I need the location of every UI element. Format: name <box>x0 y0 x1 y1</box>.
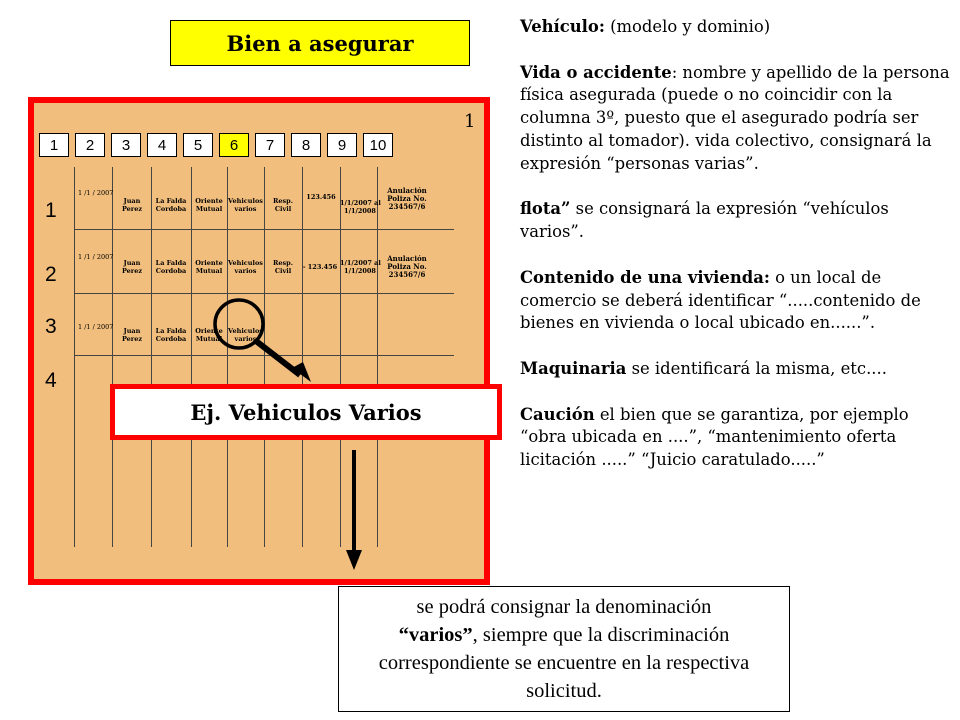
column-number: 3 <box>111 133 141 157</box>
paragraph-maquinaria <box>520 358 952 381</box>
column-number: 10 <box>363 133 393 157</box>
magnifier-icon <box>215 300 311 382</box>
note-text: se podrá consignar la denominación <box>416 596 712 618</box>
term-text: se identificará la misma, etc.... <box>626 358 887 378</box>
paragraph-vida <box>520 62 952 176</box>
cell-amount: 123.456 <box>306 193 336 201</box>
term-label: flota” <box>520 199 571 219</box>
cell-item: Vehiculos varios <box>228 259 263 275</box>
term-text: (modelo y dominio) <box>604 17 771 36</box>
term-text: : nombre y apellido de la persona física asegurada (puede o no coincidir con la columna 3º, puesto que el asegurado podría ser distinto al tomador). vida colectivo, consignará la expresión “personas varias”. <box>520 62 950 173</box>
cell-place: La Falda Cordoba <box>155 197 187 213</box>
row-number: 1 <box>45 199 57 222</box>
row-number: 4 <box>45 369 57 392</box>
cell-place: La Falda Cordoba <box>155 259 187 275</box>
term-label: Maquinaria <box>520 358 627 378</box>
row-number: 3 <box>45 315 57 338</box>
note-text: , siempre que la discriminación correspondiente se encuentre en la respectiva solicitud. <box>378 624 750 702</box>
row-number: 2 <box>45 263 57 286</box>
term-label: Caución <box>520 404 595 424</box>
column-number: 7 <box>255 133 285 157</box>
cell-company: Oriente Mutual <box>195 327 223 343</box>
cell-note: Anulación Poliza No. 234567/6 <box>387 254 427 279</box>
cell-name: Juan Perez <box>121 327 143 343</box>
term-label: Vida o accidente <box>520 62 672 82</box>
term-text: se consignará la expresión “vehículos varios”. <box>520 199 889 242</box>
column-number: 4 <box>147 133 177 157</box>
example-callout: Ej. Vehiculos Varios <box>110 384 502 440</box>
page-title: Bien a asegurar <box>170 20 470 66</box>
cell-amount: - 123.456 <box>302 263 338 271</box>
cell-date: 1 /1 / 2007 <box>78 189 114 197</box>
paragraph-flota <box>520 198 952 244</box>
paragraph-vehiculo <box>520 16 952 39</box>
cell-place: La Falda Cordoba <box>155 327 187 343</box>
instructions-panel <box>520 16 952 495</box>
page-number: 1 <box>464 111 476 132</box>
cell-date: 1 /1 / 2007 <box>78 323 114 331</box>
cell-name: Juan Perez <box>121 197 143 213</box>
column-number: 8 <box>291 133 321 157</box>
column-number: 2 <box>75 133 105 157</box>
arrow-down-icon <box>346 450 362 570</box>
paragraph-contenido <box>520 267 952 335</box>
cell-date: 1 /1 / 2007 <box>78 253 114 261</box>
cell-note: Anulación Poliza No. 234567/6 <box>387 186 427 211</box>
cell-coverage: Resp. Civil <box>272 197 293 213</box>
term-label: Vehículo: <box>520 17 605 36</box>
cell-coverage: Resp. Civil <box>272 259 293 275</box>
column-number-highlighted: 6 <box>219 133 249 157</box>
cell-item: Vehiculos varios <box>228 197 263 213</box>
term-label: Contenido de una vivienda: <box>520 267 770 287</box>
column-number: 5 <box>183 133 213 157</box>
term-text: el bien que se garantiza, por ejemplo “obra ubicada en ....”, “mantenimiento oferta licitación .....” “Juicio caratulado.....” <box>520 404 909 470</box>
paragraph-caucion <box>520 404 952 472</box>
column-number: 1 <box>39 133 69 157</box>
column-number: 9 <box>327 133 357 157</box>
cell-name: Juan Perez <box>121 259 143 275</box>
note-emphasis: “varios” <box>398 624 473 646</box>
cell-period: 1/1/2007 al 1/1/2008 <box>340 259 381 275</box>
cell-company: Oriente Mutual <box>195 197 223 213</box>
note-box <box>338 586 790 712</box>
cell-company: Oriente Mutual <box>195 259 223 275</box>
cell-period: 1/1/2007 al 1/1/2008 <box>340 199 381 215</box>
cell-item: Vehiculos varios <box>228 327 263 343</box>
term-text: o un local de comercio se deberá identificar “.....contenido de bienes en vivienda o local ubicado en......”. <box>520 267 921 333</box>
